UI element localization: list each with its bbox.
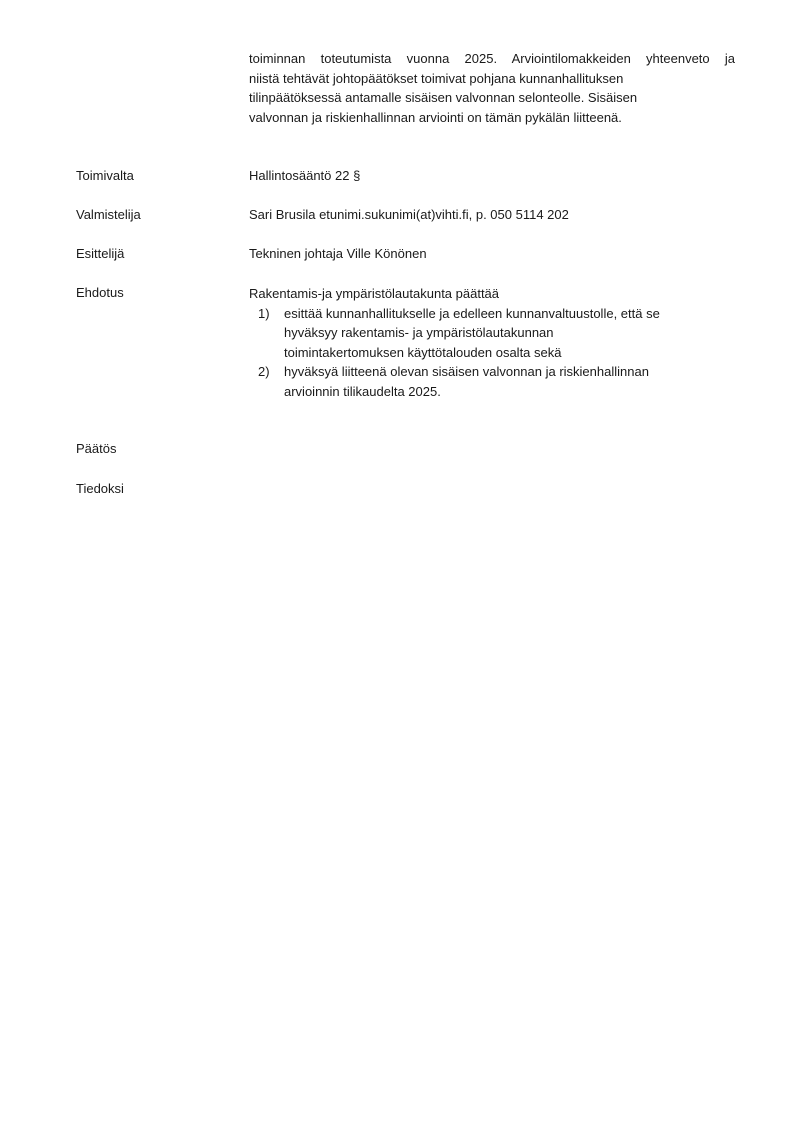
field-row-paatos: [0, 439, 794, 459]
field-label: Esittelijä: [76, 246, 125, 261]
field-label: Tiedoksi: [76, 481, 124, 496]
proposal-intro: Rakentamis-ja ympäristölautakunta päättää: [249, 286, 500, 301]
field-label: Ehdotus: [76, 285, 124, 300]
field-row-toimivalta: [0, 166, 794, 186]
intro-line: toiminnan toteutumista vuonna 2025. Arviointilomakkeiden yhteenveto ja: [249, 51, 735, 66]
proposal-list: [249, 304, 739, 402]
field-value: Hallintosääntö 22 §: [249, 168, 361, 183]
field-row-esittelija: [0, 244, 794, 264]
item-line: arvioinnin tilikaudelta 2025.: [284, 383, 441, 399]
item-line: esittää kunnanhallitukselle ja edelleen kunnanvaltuustolle, että se: [284, 305, 660, 321]
intro-line: niistä tehtävät johtopäätökset toimivat pohjana kunnanhallituksen: [249, 70, 624, 86]
intro-paragraph: [249, 49, 735, 127]
field-value: Sari Brusila etunimi.sukunimi(at)vihti.fi, p. 050 5114 202: [249, 207, 569, 222]
item-line: toimintakertomuksen käyttötalouden osalta sekä: [284, 344, 562, 360]
proposal-block: [249, 284, 739, 401]
intro-line: tilinpäätöksessä antamalle sisäisen valvonnan selonteolle. Sisäisen: [249, 90, 638, 105]
field-label: Valmistelija: [76, 207, 141, 222]
intro-line: valvonnan ja riskienhallinnan arviointi on tämän pykälän liitteenä.: [249, 109, 622, 125]
item-number: 2): [258, 364, 270, 379]
proposal-item: [249, 362, 739, 401]
field-label: Päätös: [76, 441, 117, 456]
field-value: Tekninen johtaja Ville Könönen: [249, 246, 427, 261]
field-label: Toimivalta: [76, 168, 134, 183]
item-line: hyväksyä liitteenä olevan sisäisen valvonnan ja riskienhallinnan: [284, 364, 649, 379]
field-row-valmistelija: [0, 205, 794, 225]
item-line: hyväksyy rakentamis- ja ympäristölautakunnan: [284, 325, 554, 340]
item-number: 1): [258, 305, 270, 321]
proposal-item: [249, 304, 739, 363]
field-row-tiedoksi: [0, 479, 794, 499]
